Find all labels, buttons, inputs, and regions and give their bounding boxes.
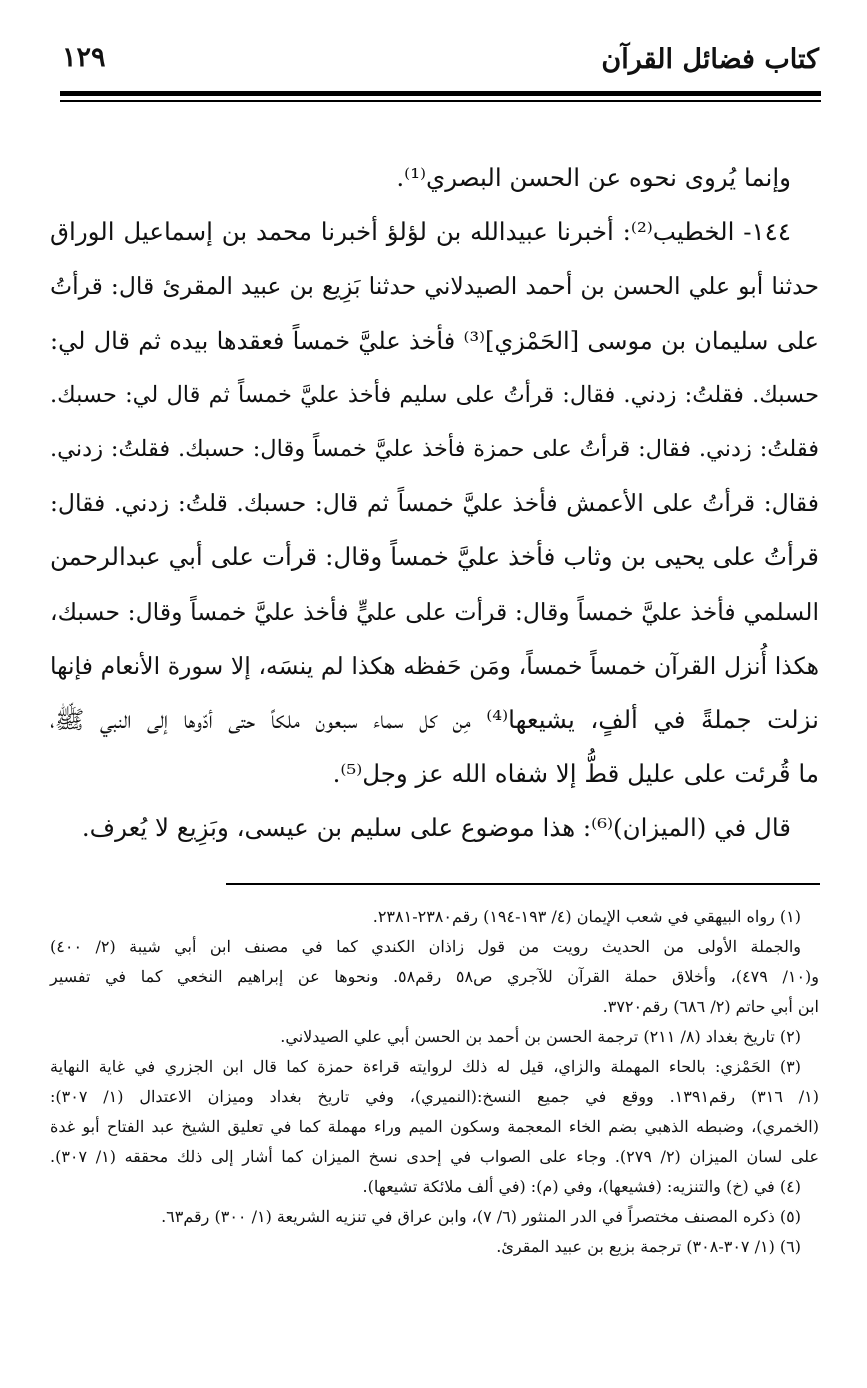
text-line: حدثنا أبو علي الحسن بن أحمد الصيدلاني حدثنا بَزِيع بن عبيد المقرئ قال: قرأتُ <box>50 272 819 301</box>
footnote-line: (٢) تاريخ بغداد (٨/ ٢١١) ترجمة الحسن بن أحمد بن الحسن أبي علي الصيدلاني. <box>280 1027 801 1046</box>
footnote-line: (٤) في (خ) والتنزيه: (فشيعها)، وفي (م): (في ألف ملائكة تشيعها). <box>362 1177 801 1196</box>
footnotes <box>50 902 819 1262</box>
text-line: حسبك. فقلتُ: زدني. فقال: قرأتُ على سليم فأخذ عليَّ خمساً ثم قال لي: حسبك. <box>50 381 819 408</box>
footnote-line: ابن أبي حاتم (٢/ ٦٨٦) رقم٣٧٢٠. <box>602 997 819 1016</box>
text-line: السلمي فأخذ عليَّ خمساً وقال: قرأت على عليٍّ فأخذ عليَّ خمساً وقال: حسبك، <box>50 597 819 626</box>
text-line: على سليمان بن موسى [الحَمْزي]⁽³⁾ فأخذ عليَّ خمساً فعقدها بيده ثم قال لي: <box>50 326 819 355</box>
text-line: نزلت جملةً في ألفٍ، يشيعها⁽⁴⁾ مِن كل سماء سبعون ملكاً حتى أدّوها إلى النبي ﷺ، <box>50 704 819 734</box>
footnote-line: (١/ ٣١٦) رقم١٣٩١. ووقع في جميع النسخ:(النميري)، وفي تاريخ بغداد وميزان الاعتدال (١/ ٣٠٧): <box>50 1087 819 1106</box>
footnote-line: و(١٠/ ٤٧٩)، وأخلاق حملة القرآن للآجري ص٥٨ رقم٥٨. ونحوها عن إبراهيم النخعي كما في تفسير <box>50 967 819 986</box>
footnote-line: (١) رواه البيهقي في شعب الإيمان (٤/ ١٩٣-١٩٤) رقم٢٣٨٠-٢٣٨١. <box>372 907 801 926</box>
text-line: هكذا أُنزل القرآن خمساً خمساً، ومَن حَفظه هكذا لم ينسَه، إلا سورة الأنعام فإنها <box>50 651 819 680</box>
text-line: وإنما يُروى نحوه عن الحسن البصري⁽¹⁾. <box>396 163 791 192</box>
header-rule-thick <box>60 91 821 96</box>
running-header-title: كتاب فضائل القرآن <box>601 44 819 75</box>
footnote-line: على لسان الميزان (٢/ ٢٧٩). وجاء على الصواب في إحدى نسخ الميزان كما أشار إلى ذلك محققه (١/ ٣٠٧). <box>50 1147 820 1166</box>
text-line: قرأتُ على يحيى بن وثاب فأخذ عليَّ خمساً وقال: قرأت على أبي عبدالرحمن <box>50 542 819 572</box>
text-line: ما قُرئت على عليل قطُّ إلا شفاه الله عز وجل⁽⁵⁾. <box>332 759 819 789</box>
footnote-line: (٣) الحَمْزي: بالحاء المهملة والزاي، قيل له ذلك لروايته قراءة حمزة كما قال ابن الجزري في غاية النهاية <box>50 1057 801 1076</box>
footnote-line: (الخمري)، وضبطه الذهبي بضم الخاء المعجمة وسكون الميم وراء مهملة كما في تعليق الشيخ عبد الفتاح أبو غدة <box>50 1117 819 1136</box>
main-text <box>50 151 819 855</box>
footnote-line: (٦) (١/ ٣٠٧-٣٠٨) ترجمة بزيع بن عبيد المقرئ. <box>496 1237 801 1256</box>
text-line: ١٤٤- الخطيب⁽²⁾: أخبرنا عبيدالله بن لؤلؤ أخبرنا محمد بن إسماعيل الوراق <box>50 217 791 247</box>
footnote-separator <box>226 883 820 885</box>
text-line: قال في (الميزان)⁽⁶⁾: هذا موضوع على سليم بن عيسى، وبَزِيع لا يُعرف. <box>81 813 791 843</box>
text-line: فقلتُ: زدني. فقال: قرأتُ على حمزة فأخذ عليَّ خمساً وقال: حسبك. فقلتُ: زدني. <box>50 435 819 462</box>
footnote-line: (٥) ذكره المصنف مختصراً في الدر المنثور (٦/ ٧)، وابن عراق في تنزيه الشريعة (١/ ٣٠٠) رقم٦٣. <box>161 1207 801 1226</box>
text-line: فقال: قرأتُ على الأعمش فأخذ عليَّ خمساً ثم قال: حسبك. قلتُ: زدني. فقال: <box>50 489 819 518</box>
page-number: ١٢٩ <box>62 42 106 73</box>
header-rule-thin <box>60 100 821 102</box>
footnote-line: والجملة الأولى من الحديث رويت من قول زاذان الكندي كما في مصنف ابن أبي شيبة (٢/ ٤٠٠) <box>50 937 801 956</box>
